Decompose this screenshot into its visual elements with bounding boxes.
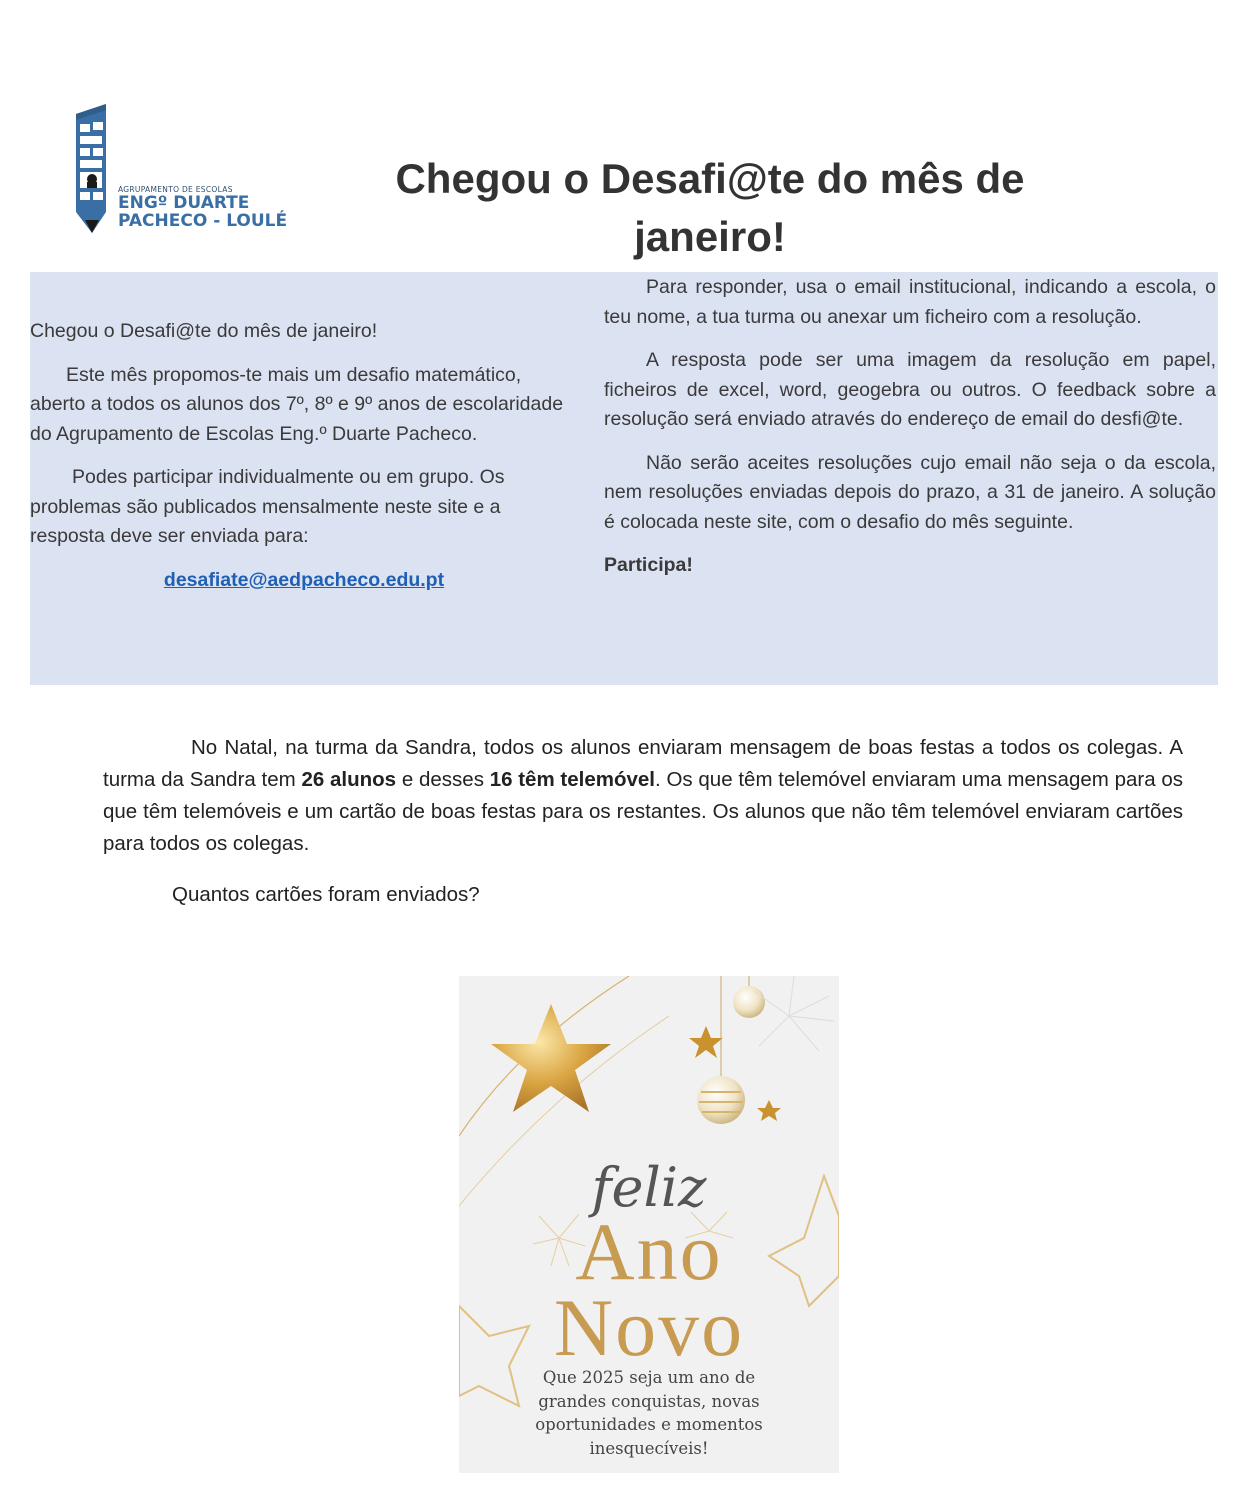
problem-bold-phones: 16 têm telemóvel — [489, 768, 656, 791]
problem-text-1: No Natal, na turma da Sandra, todos os alunos enviaram mensagem de boas festas a todos os colegas. A turma da Sandra tem — [103, 736, 1183, 791]
right-paragraph-1: Para responder, usa o email institucional, indicando a escola, o teu nome, a tua turma ou anexar um ficheiro com a resolução. — [604, 276, 1216, 328]
new-year-card-image — [459, 976, 839, 1473]
right-column — [604, 273, 1216, 595]
card-script-text: feliz — [591, 1156, 707, 1219]
intro-text: Chegou o Desafi@te do mês de janeiro! — [30, 320, 378, 342]
title-line-2: janeiro! — [634, 213, 786, 260]
card-title-novo: Novo — [553, 1282, 745, 1373]
left-paragraph-2: Podes participar individualmente ou em grupo. Os problemas são publicados mensalmente neste site e a resposta deve ser enviada para: — [30, 466, 505, 547]
page-title — [340, 150, 1080, 266]
card-message — [499, 1366, 799, 1460]
card-message-line-4: inesquecíveis! — [589, 1438, 709, 1458]
logo-line-2: PACHECO - LOULÉ — [118, 211, 288, 231]
card-message-line-3: oportunidades e momentos — [535, 1415, 763, 1434]
info-panel — [30, 272, 1218, 685]
title-line-1: Chegou o Desafi@te do mês de — [395, 155, 1025, 202]
right-paragraph-3: Não serão aceites resoluções cujo email não seja o da escola, nem resoluções enviadas depois do prazo, a 31 de janeiro. A solução é colocada neste site, com o desafio do mês seguinte. — [604, 451, 1216, 533]
card-title-ano: Ano — [575, 1206, 723, 1297]
left-paragraph-1: Este mês propomos-te mais um desafio matemático, aberto a todos os alunos dos 7º, 8º e 9º anos de escolaridade do Agrupamento de Escolas Eng.º Duarte Pacheco. — [30, 363, 564, 445]
right-paragraph-2: A resposta pode ser uma imagem da resolução em papel, ficheiros de excel, word, geogebra ou outros. O feedback sobre a resolução será enviado através do endereço de email do desfi@te. — [604, 349, 1216, 430]
problem-text-3: . Os que têm telemóvel enviaram uma mensagem para os que têm telemóveis e um cartão de boas festas para os restantes. Os alunos que não têm telemóvel enviaram cartões para todos os colegas. — [103, 768, 1184, 855]
logo-line-1: ENGº DUARTE — [118, 193, 250, 213]
problem-question: Quantos cartões foram enviados? — [172, 883, 480, 906]
card-message-line-1: Que 2025 seja um ano de — [542, 1368, 756, 1387]
call-to-action: Participa! — [604, 554, 693, 576]
logo-small-text: AGRUPAMENTO DE ESCOLAS — [118, 185, 233, 194]
email-link[interactable]: desafiate@aedpacheco.edu.pt — [163, 568, 445, 591]
logo-text — [118, 185, 287, 230]
left-column — [30, 317, 578, 595]
problem-bold-students: 26 alunos — [301, 768, 397, 791]
card-message-line-2: grandes conquistas, novas — [538, 1391, 760, 1411]
problem-statement — [103, 732, 1183, 860]
problem-text-2: e desses — [396, 768, 490, 791]
